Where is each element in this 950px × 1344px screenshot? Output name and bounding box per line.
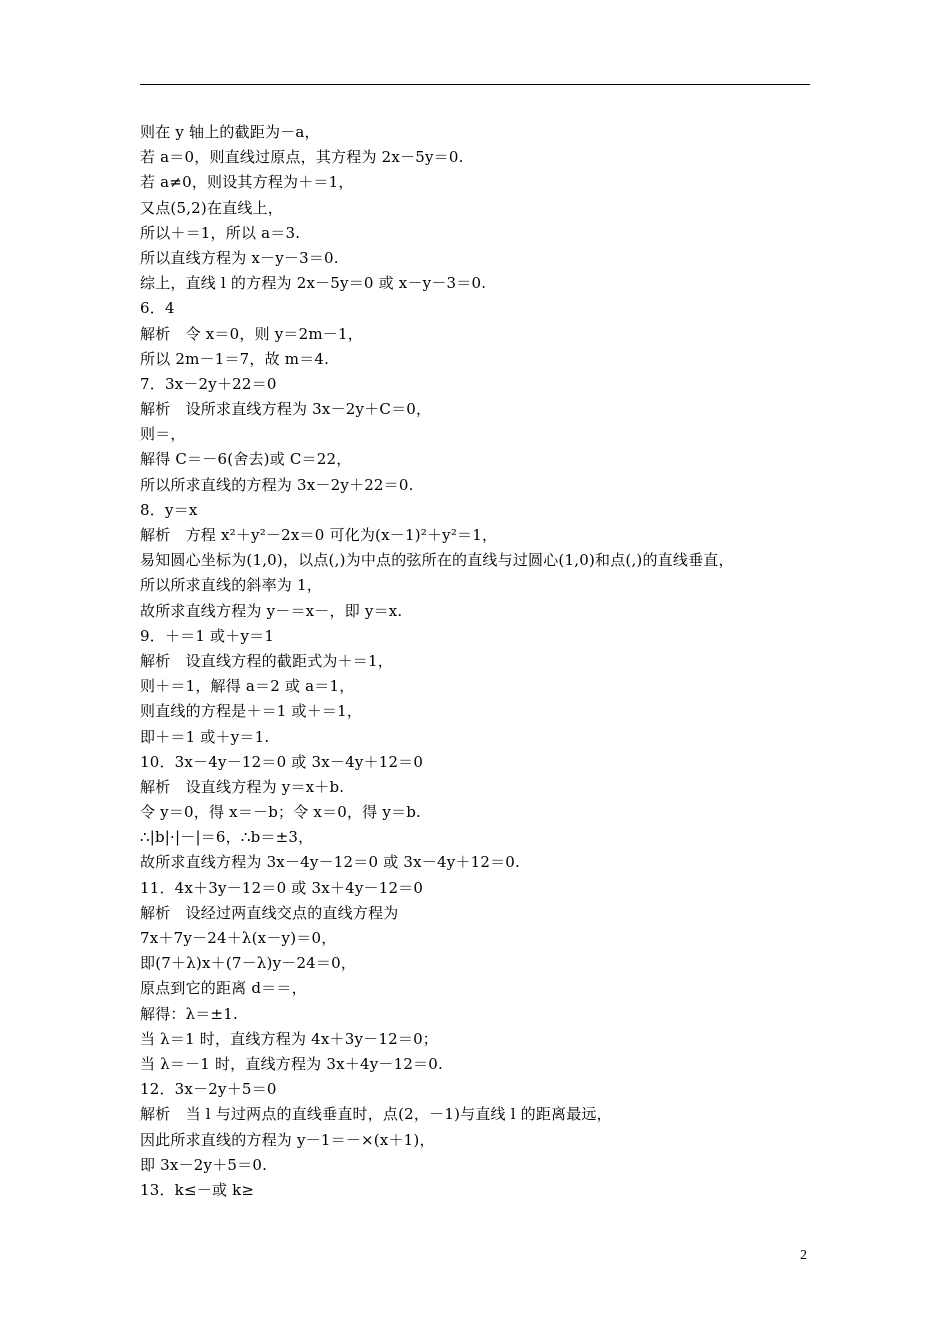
text-line: 令 y＝0，得 x＝－b；令 x＝0，得 y＝b. (140, 803, 421, 822)
text-line: 7x＋7y－24＋λ(x－y)＝0， (140, 929, 337, 947)
text-line: 当 λ＝－1 时，直线方程为 3x＋4y－12＝0. (140, 1054, 443, 1073)
text-line: 解析 设经过两直线交点的直线方程为 (140, 903, 399, 922)
document-body (140, 120, 820, 1203)
answer-heading: 9．＋＝1 或＋y＝1 (140, 626, 275, 645)
text-line: 解析 设直线方程的截距式为＋＝1， (140, 651, 393, 670)
text-line: 所以所求直线的斜率为 1， (140, 576, 322, 595)
text-line: 若 a≠0，则设其方程为＋＝1， (140, 173, 354, 192)
answer-heading: 11．4x＋3y－12＝0 或 3x＋4y－12＝0 (140, 878, 424, 897)
text-line: 则在 y 轴上的截距为－a， (140, 123, 320, 141)
text-line: 易知圆心坐标为(1,0)，以点(,)为中点的弦所在的直线与过圆心(1,0)和点(,)的直线垂直， (140, 551, 734, 570)
answer-heading: 13．k≤－或 k≥ (140, 1180, 255, 1199)
page-number: 2 (800, 1248, 807, 1263)
text-line: 又点(5,2)在直线上， (140, 198, 283, 217)
text-line: 故所求直线方程为 3x－4y－12＝0 或 3x－4y＋12＝0. (140, 853, 520, 872)
text-line: 即(7＋λ)x＋(7－λ)y－24＝0， (140, 954, 357, 973)
answer-heading: 7．3x－2y＋22＝0 (140, 374, 277, 393)
text-line: 解析 令 x＝0，则 y＝2m－1， (140, 324, 363, 343)
answer-heading: 6．4 (140, 299, 175, 318)
text-line: 解得：λ＝±1. (140, 1004, 238, 1023)
text-line: 即＋＝1 或＋y＝1. (140, 727, 270, 746)
text-line: 综上，直线 l 的方程为 2x－5y＝0 或 x－y－3＝0. (140, 274, 487, 293)
text-line: 故所求直线方程为 y－＝x－，即 y＝x. (140, 601, 403, 620)
text-line: 解析 设所求直线方程为 3x－2y＋C＝0， (140, 400, 432, 419)
text-line: ∴|b|·|－|＝6，∴b＝±3， (140, 828, 314, 847)
text-line: 当 λ＝1 时，直线方程为 4x＋3y－12＝0； (140, 1029, 439, 1048)
text-line: 则＝， (140, 425, 186, 444)
answer-heading: 10．3x－4y－12＝0 或 3x－4y＋12＝0 (140, 752, 424, 771)
text-line: 所以直线方程为 x－y－3＝0. (140, 248, 339, 267)
text-line: 所以 2m－1＝7，故 m＝4. (140, 349, 330, 368)
header-rule (140, 84, 810, 85)
text-line: 即 3x－2y＋5＝0. (140, 1155, 268, 1174)
answer-heading: 8．y＝x (140, 500, 198, 519)
text-line: 解析 当 l 与过两点的直线垂直时，点(2，－1)与直线 l 的距离最远， (140, 1105, 612, 1124)
text-line: 解得 C＝－6(舍去)或 C＝22， (140, 450, 352, 469)
text-line: 所以所求直线的方程为 3x－2y＋22＝0. (140, 475, 414, 494)
text-line: 原点到它的距离 d＝＝， (140, 979, 307, 998)
text-line: 因此所求直线的方程为 y－1＝－×(x＋1)， (140, 1130, 435, 1149)
text-line: 解析 设直线方程为 y＝x＋b. (140, 777, 345, 796)
text-line: 则＋＝1，解得 a＝2 或 a＝1， (140, 677, 355, 696)
text-line: 则直线的方程是＋＝1 或＋＝1， (140, 702, 363, 721)
text-line: 解析 方程 x²＋y²－2x＝0 可化为(x－1)²＋y²＝1， (140, 526, 498, 544)
text-line: 若 a＝0，则直线过原点，其方程为 2x－5y＝0. (140, 148, 464, 167)
answer-heading: 12．3x－2y＋5＝0 (140, 1080, 277, 1099)
text-line: 所以＋＝1，所以 a＝3. (140, 223, 301, 242)
